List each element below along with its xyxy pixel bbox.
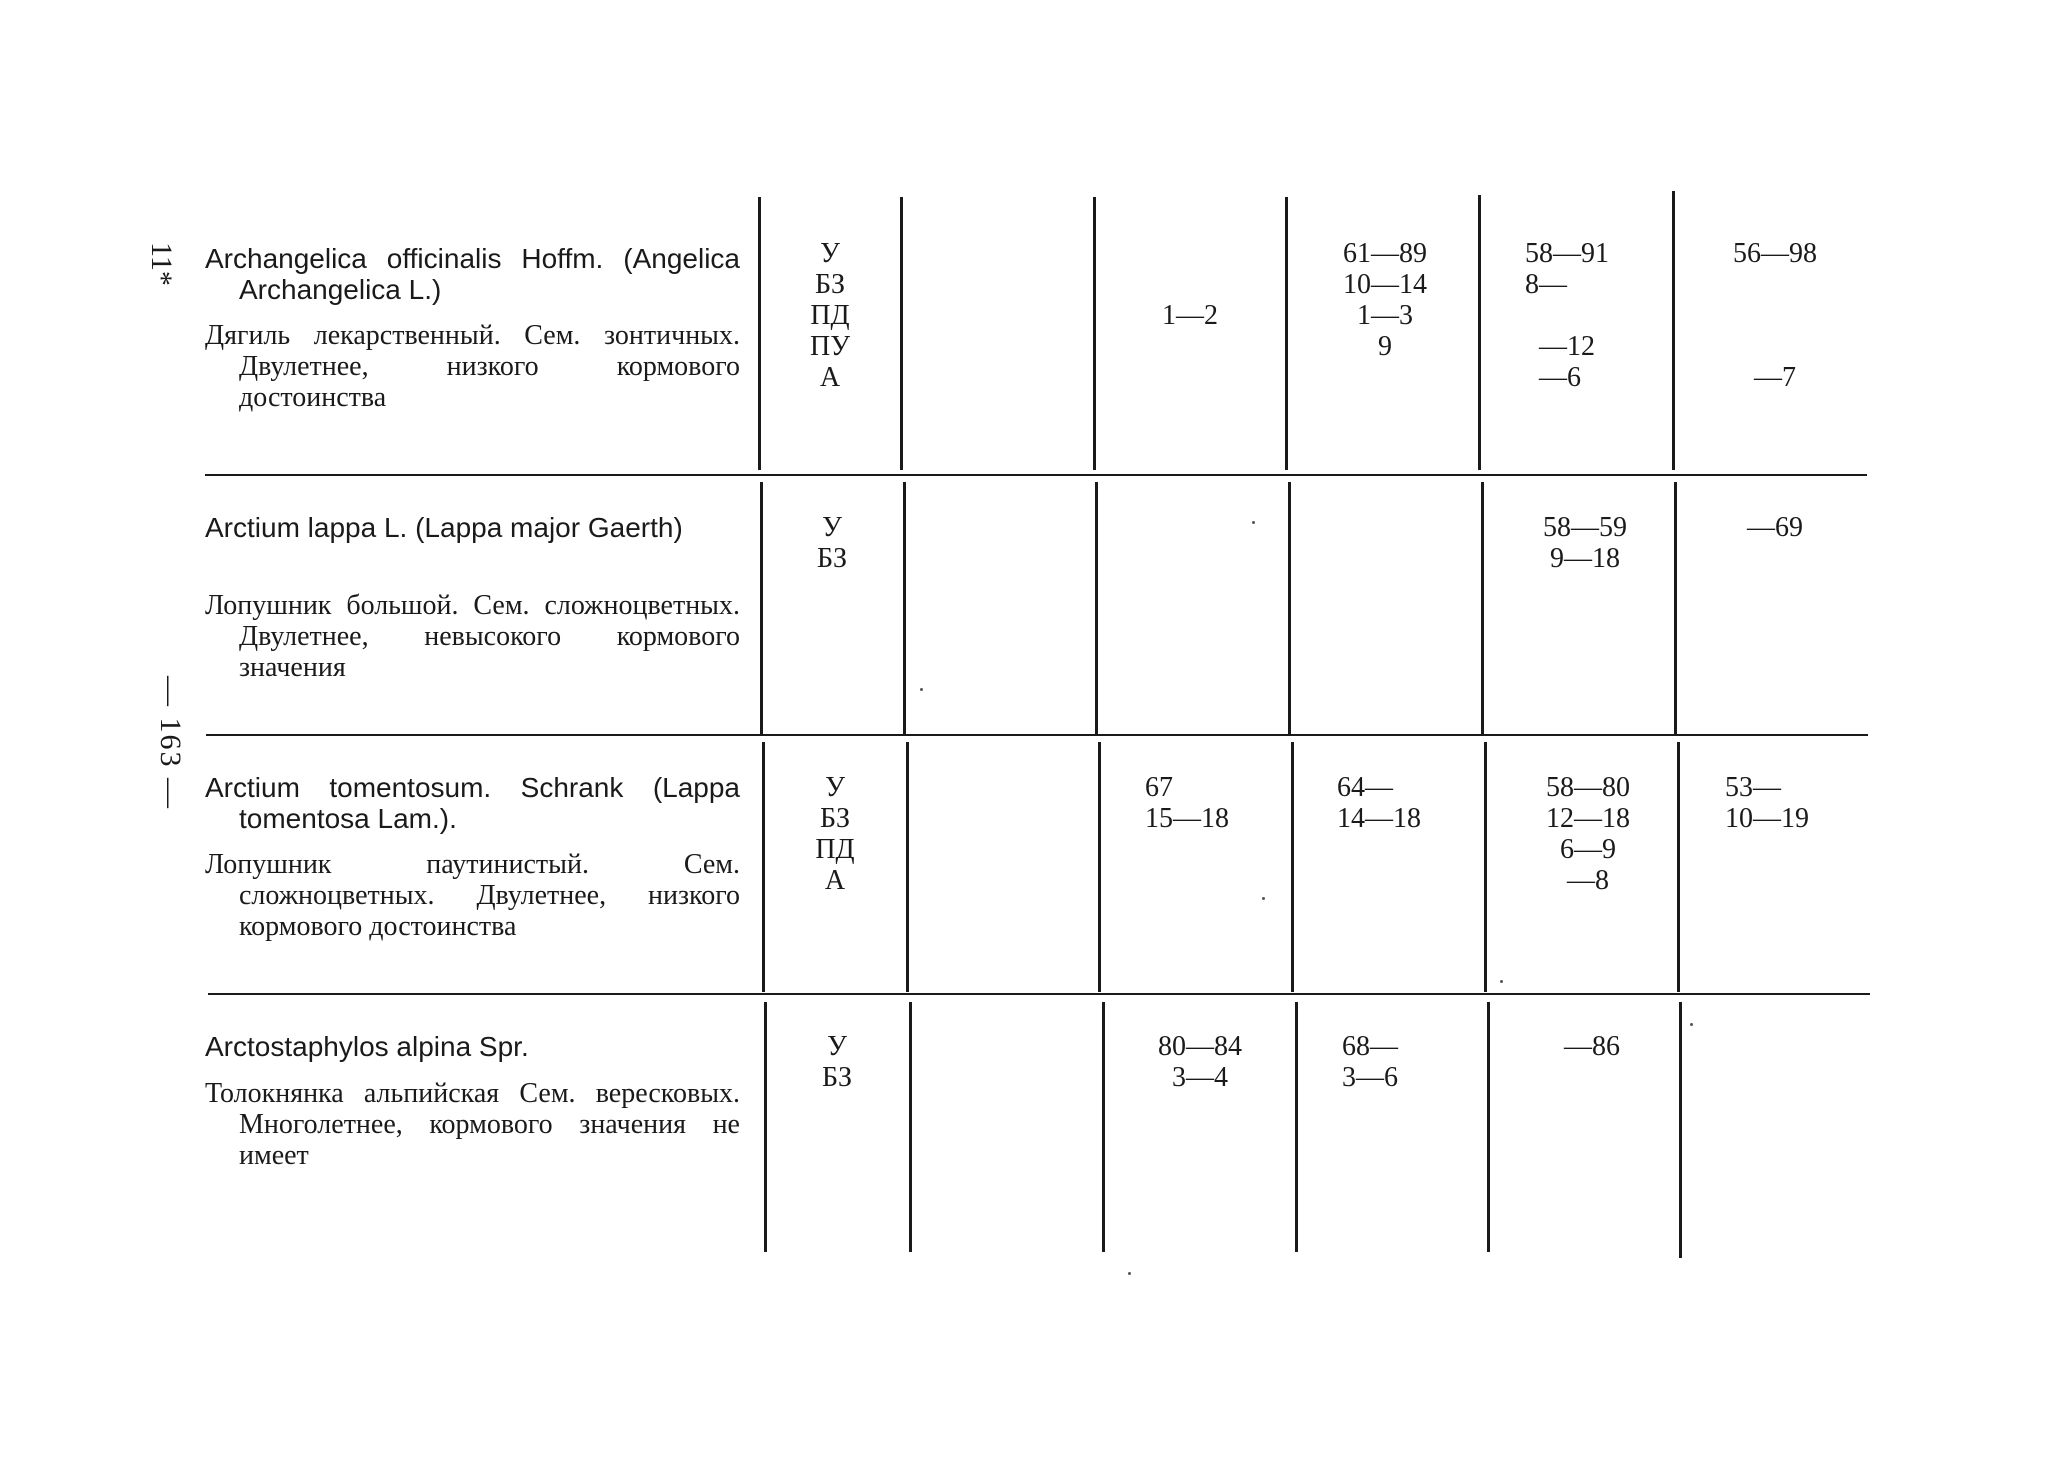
value-cell: 61—89 10—14 1—3 9 bbox=[1343, 238, 1427, 362]
value-cell: 58—80 12—18 6—9 —8 bbox=[1546, 772, 1630, 896]
scan-speck bbox=[1690, 1023, 1693, 1026]
zone-codes: У БЗ bbox=[816, 512, 848, 574]
latin-name: Archangelica officinalis Hoffm. (Angelica Archangelica L.) bbox=[205, 243, 740, 305]
value-cell: 56—98 —7 bbox=[1733, 238, 1817, 393]
value-cell: 80—84 3—4 bbox=[1158, 1031, 1242, 1093]
scan-speck bbox=[1262, 897, 1265, 900]
species-description: Лопушник большой. Сем. сложноцветных. Двулетнее, невысокого кормового значения bbox=[205, 590, 740, 683]
value-cell: 68— 3—6 bbox=[1342, 1031, 1398, 1093]
page-number: — 163 — bbox=[154, 676, 187, 810]
latin-name: Arctium tomentosum. Schrank (Lappa tomentosa Lam.). bbox=[205, 772, 740, 834]
scan-speck bbox=[1252, 521, 1255, 524]
latin-name: Arctostaphylos alpina Spr. bbox=[205, 1031, 529, 1062]
value-cell: 58—59 9—18 bbox=[1543, 512, 1627, 574]
value-cell: 67 15—18 bbox=[1145, 772, 1229, 834]
species-description: Дягиль лекарственный. Сем. зонтичных. Двулетнее, низкого кормового достоинства bbox=[205, 320, 740, 413]
zone-codes: У БЗ ПД А bbox=[815, 772, 855, 896]
species-description: Толокнянка альпийская Сем. вересковых. Многолетнее, кормового значения не имеет bbox=[205, 1078, 740, 1171]
species-description: Лопушник паутинистый. Сем. сложноцветных. Двулетнее, низкого кормового достоинства bbox=[205, 849, 740, 942]
value-cell: 1—2 bbox=[1162, 300, 1218, 331]
value-cell: 58—91 8— —12 —6 bbox=[1525, 238, 1609, 393]
scan-speck bbox=[1500, 980, 1503, 983]
latin-name: Arctium lappa L. (Lappa major Gaerth) bbox=[205, 512, 683, 543]
zone-codes: У БЗ ПД ПУ А bbox=[809, 238, 851, 393]
value-cell: —69 bbox=[1747, 512, 1803, 543]
zone-codes: У БЗ bbox=[821, 1031, 853, 1093]
scan-speck bbox=[920, 688, 923, 691]
value-cell: 64— 14—18 bbox=[1337, 772, 1421, 834]
signature-mark: 11* bbox=[145, 242, 178, 286]
scan-speck bbox=[1128, 1272, 1131, 1275]
value-cell: 53— 10—19 bbox=[1725, 772, 1809, 834]
value-cell: —86 bbox=[1564, 1031, 1620, 1062]
